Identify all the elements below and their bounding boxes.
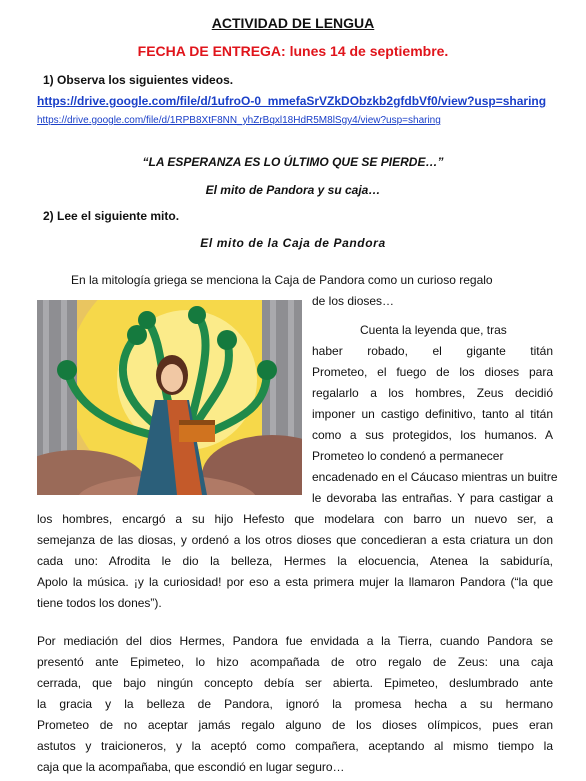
para1-line-5: tiene todos los dones”). (37, 596, 162, 610)
video-link-1[interactable]: https://drive.google.com/file/d/1ufroO-0_mmefaSrVZkDObzkb2gfdbVf0/view?usp=sharing (37, 94, 547, 108)
pandora-illustration (37, 300, 302, 495)
side-line-5: imponer un castigo definitivo, tanto al titán (312, 407, 553, 421)
para2-line-7: caja que la acompañaba, que escondió en lugar seguro… (37, 760, 345, 774)
para2-line-4: la gracia y la belleza de Pandora, ignoró la promesa hecha a su hermano (37, 697, 553, 711)
side-line-7: Prometeo lo condenó a permanecer (312, 449, 504, 463)
side-line-4: regalarlo a los hombres, Zeus decidió (312, 386, 553, 400)
intro-line-1: En la mitología griega se menciona la Caja de Pandora como un curioso regalo (71, 273, 493, 287)
para1-line-1: los hombres, encargó a su hijo Hefesto que modelara con barro un nuevo ser, a (37, 512, 553, 526)
side-line-3: Prometeo, el fuego de los dioses para (312, 365, 553, 379)
myth-title: El mito de la Caja de Pandora (200, 236, 386, 250)
para2-line-3: cerrada, que bajo ningún concepto debía ser abierta. Epimeteo, deslumbrado ante (37, 676, 553, 690)
intro-line-2: de los dioses… (312, 294, 395, 308)
para2-line-2: presentó ante Epimeteo, lo hizo acompañada de otro regalo de Zeus: una caja (37, 655, 553, 669)
pandora-image (37, 300, 302, 495)
side-line-1: Cuenta la leyenda que, tras (360, 323, 507, 337)
para1-line-2: semejanza de las diosas, y ordenó a los otros dioses que concedieran a esta criatura un don (37, 533, 553, 547)
side-line-9: le devoraba las entrañas. Y para castigar a (312, 491, 553, 505)
step1-label: 1) Observa los siguientes videos. (43, 73, 234, 87)
page-title: ACTIVIDAD DE LENGUA (211, 15, 375, 31)
para2-line-5: Prometeo de no aceptar jamás regalo alguno de los dioses olímpicos, pues eran (37, 718, 553, 732)
deadline-text: FECHA DE ENTREGA: lunes 14 de septiembre. (137, 43, 449, 59)
side-line-6: como a sus protegidos, los humanos. A (312, 428, 553, 442)
para2-line-6: astutos y traicioneros, y la aceptó como compañera, aceptando al mismo tiempo la (37, 739, 553, 753)
video-link-2[interactable]: https://drive.google.com/file/d/1RPB8XtF8NN_yhZrBqxl18HdR5M8lSgy4/view?usp=sharing (37, 115, 441, 126)
side-line-2: haber robado, el gigante titán (312, 344, 553, 358)
para1-line-3: cada uno: Afrodita le dio la belleza, Hermes la elocuencia, Atenea la sabiduría, (37, 554, 553, 568)
step2-label: 2) Lee el siguiente mito. (43, 209, 180, 223)
para2-line-1: Por mediación del dios Hermes, Pandora fue envidada a la Tierra, cuando Pandora se (37, 634, 553, 648)
side-line-8: encadenado en el Cáucaso mientras un buitre (312, 470, 558, 484)
quote-subheading: El mito de Pandora y su caja… (205, 183, 381, 197)
quote-heading: “LA ESPERANZA ES LO ÚLTIMO QUE SE PIERDE…” (142, 155, 444, 169)
para1-line-4: Apolo la música. ¡y la curiosidad! por eso a esta primera mujer la llamaron Pandora (“la que (37, 575, 553, 589)
